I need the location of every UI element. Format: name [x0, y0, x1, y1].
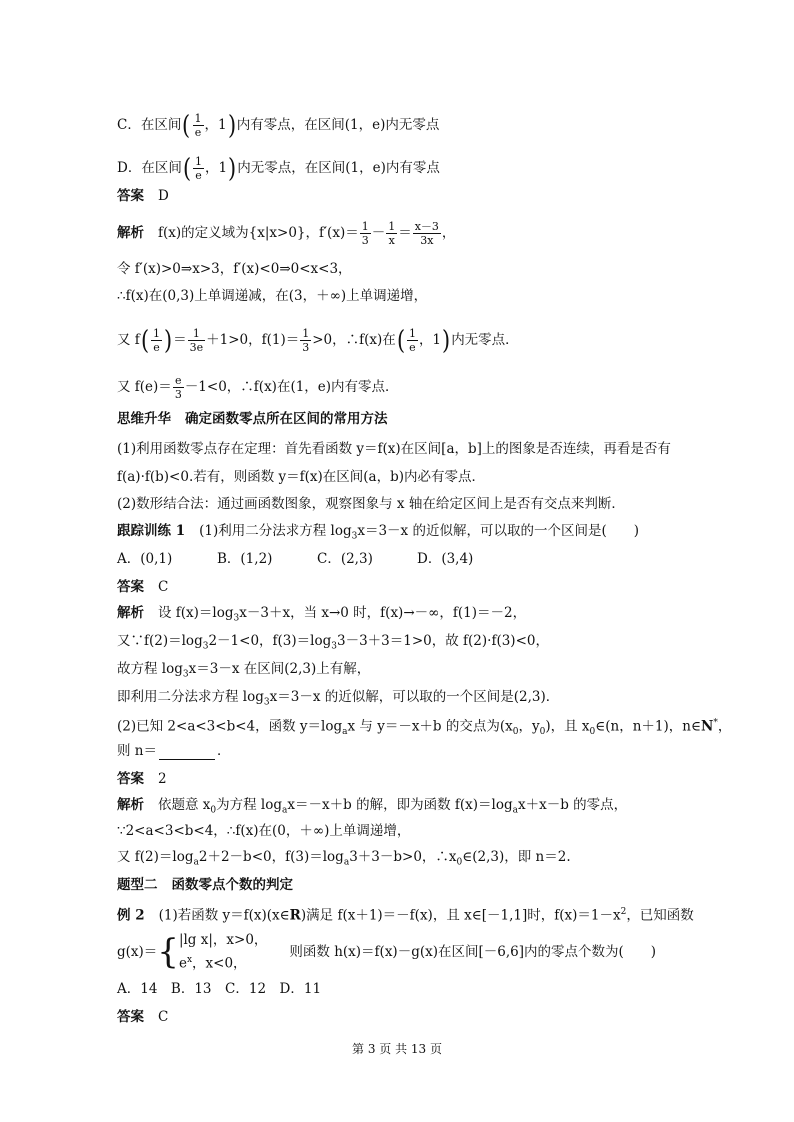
subscript: a: [512, 805, 518, 816]
choice-a: A．(0,1): [117, 551, 173, 567]
answer-value: C: [158, 579, 169, 595]
paren-left: (: [182, 153, 191, 184]
text: ∈(2,3)，即 n＝2.: [462, 849, 571, 865]
choice-c: C．(2,3): [317, 551, 373, 567]
subscript: 0: [589, 727, 596, 738]
analysis-1: [117, 220, 455, 247]
text: 则函数 h(x)＝f(x)－g(x)在区间[－6,6]内的零点个数为( ): [289, 943, 657, 960]
text: x－3＋x，当 x→0 时，f(x)→－∞，f(1)＝－2，: [239, 605, 527, 621]
fraction-num: 1: [388, 220, 396, 233]
subscript: 0: [210, 805, 217, 816]
text: 内无零点．: [451, 332, 519, 348]
subscript: 0: [539, 727, 546, 738]
fraction-num: 1: [408, 327, 416, 340]
fraction-num: 1: [188, 327, 206, 341]
text: 又 f: [117, 332, 140, 348]
subscript: 3: [351, 531, 358, 542]
practice-question: [117, 522, 639, 546]
fraction-den: e: [194, 126, 202, 139]
fraction-den: e: [409, 341, 416, 354]
text: x＝3－x 的近似解，可以取的一个区间是( ): [357, 523, 639, 539]
summary-title: 确定函数零点所在区间的常用方法: [185, 411, 388, 427]
fraction-den: 3e: [189, 341, 204, 354]
section-title: 函数零点个数的判定: [171, 877, 293, 893]
text: ，y: [518, 718, 540, 735]
fraction-num: 1: [361, 220, 369, 233]
fraction: [188, 327, 206, 354]
text: ∵2<a<3<b<4，∴f(x)在(0，＋∞)上单调递增，: [117, 823, 411, 839]
analysis-line: [117, 660, 370, 684]
text: )，且 x: [545, 718, 590, 735]
practice-label: 跟踪训练 1: [117, 523, 186, 539]
set-symbol: R: [289, 907, 301, 924]
text: ＝: [398, 225, 412, 241]
choices: [117, 550, 473, 568]
text: (2)数形结合法：通过画函数图象，观察图象与 x 轴在给定区间上是否有交点来判断．: [117, 496, 625, 512]
fraction-den: 3: [302, 341, 310, 354]
piecewise-cases: [179, 930, 267, 974]
answer-value: D: [158, 188, 169, 204]
text: (1)利用二分法求方程 log: [199, 523, 352, 539]
text: ，1: [418, 332, 442, 348]
fraction: [300, 327, 311, 354]
text: 2－1<0，f(3)＝log: [208, 633, 332, 649]
analysis-3: [117, 796, 627, 820]
case-2-text: ，x<0，: [192, 955, 247, 972]
text: 又 f(e)＝: [117, 379, 172, 395]
example-label: 例 2: [117, 907, 145, 924]
fraction: [173, 374, 184, 401]
summary-line: [117, 440, 671, 458]
fraction-den: e: [153, 341, 160, 354]
choices-text: A．14 B．13 C．12 D．11: [117, 981, 322, 997]
text: ∈(n，n＋1)，n∈: [595, 718, 701, 735]
page-footer: 第 3 页 共 13 页: [352, 1042, 442, 1056]
analysis-line: [117, 632, 549, 656]
subscript: a: [193, 857, 199, 868]
fraction-num: 1: [302, 327, 310, 340]
choice-b: B．(1,2): [217, 551, 273, 567]
piecewise-line: [117, 930, 656, 974]
answer-label: 答案: [117, 579, 144, 595]
subscript: 3: [331, 641, 337, 652]
analysis-label: 解析: [117, 225, 144, 241]
summary-label: 思维升华: [117, 411, 171, 427]
fraction-den: 3x: [420, 234, 434, 247]
summary-line: [117, 495, 625, 513]
text: g(x)＝: [117, 943, 158, 960]
text: ，: [717, 718, 732, 735]
text: ，: [441, 225, 456, 241]
answer-3: [117, 770, 167, 788]
answer-2: [117, 578, 168, 596]
fraction: [193, 112, 204, 139]
analysis-2: [117, 604, 526, 628]
answer-4: [117, 1008, 168, 1026]
fraction-den: x: [388, 234, 395, 247]
section-label: 题型二: [117, 877, 158, 893]
text: 3＋3－b>0，∴x: [349, 849, 457, 865]
fraction: [193, 155, 204, 182]
option-c: [117, 112, 439, 139]
answer-label: 答案: [117, 771, 144, 787]
analysis-line: [117, 848, 571, 872]
paren-right: ): [442, 325, 451, 356]
text: (1)利用函数零点存在定理：首先看函数 y＝f(x)在区间[a，b]上的图象是否连续，再看是否有: [117, 441, 671, 457]
subscript: 3: [233, 613, 240, 624]
text: 又 f(2)＝log: [117, 849, 194, 865]
question-2-blank: [117, 742, 231, 760]
paren-left: (: [396, 325, 405, 356]
analysis-line: [117, 287, 427, 305]
answer-1: [117, 187, 169, 205]
text: 内无零点，在区间(1，e)内有零点: [237, 160, 440, 176]
subscript: a: [342, 727, 348, 738]
analysis-label: 解析: [117, 605, 144, 621]
text: 3－3＋3＝1>0，故 f(2)·f(3)<0，: [336, 633, 549, 649]
text: ∴f(x)在(0,3)上单调递减，在(3，＋∞)上单调递增，: [117, 288, 428, 304]
summary-heading: [117, 410, 388, 428]
fraction-den: 3: [361, 234, 369, 247]
text: >0，∴f(x)在: [312, 332, 396, 348]
text: f(x)的定义域为{x|x>0}，f′(x)＝: [158, 225, 359, 241]
text: x＋x－b 的零点，: [517, 797, 628, 813]
text: ，1: [204, 117, 227, 133]
text: D．在区间: [117, 160, 182, 176]
question-2: [117, 714, 731, 741]
text: 2＋2－b<0，f(3)＝log: [198, 849, 344, 865]
answer-label: 答案: [117, 1009, 144, 1025]
answer-value: C: [158, 1009, 169, 1025]
paren-right: ): [163, 325, 173, 356]
superscript: *: [713, 718, 718, 728]
subscript: 3: [263, 697, 270, 708]
brace-left: {: [157, 931, 179, 972]
set-symbol: N: [700, 718, 714, 735]
text: (2)已知 2<a<3<b<4，函数 y＝log: [117, 718, 343, 735]
paren-right: ): [227, 110, 236, 141]
paren-left: (: [182, 110, 191, 141]
fraction-den: 3: [174, 388, 182, 401]
analysis-label: 解析: [117, 797, 144, 813]
summary-line: [117, 468, 485, 486]
text: )满足 f(x＋1)＝－f(x)，且 x∈[－1,1]时，f(x)＝1－x: [300, 907, 621, 924]
text: ，1: [204, 160, 228, 176]
subscript: 3: [202, 641, 209, 652]
analysis-line: [117, 374, 399, 401]
analysis-line: [117, 260, 352, 278]
example-2: [117, 903, 694, 925]
text: 则 n＝: [117, 743, 157, 759]
analysis-line: [117, 822, 410, 840]
paren-left: (: [140, 325, 149, 356]
text: f(a)·f(b)<0.若有，则函数 y＝f(x)在区间(a，b)内必有零点．: [117, 469, 486, 485]
case-2-base: e: [178, 955, 187, 972]
subscript: a: [282, 805, 288, 816]
fraction-den: e: [195, 169, 202, 182]
text: ＋1>0，f(1)＝: [206, 332, 300, 348]
fraction-num: e: [173, 374, 184, 388]
fraction: [151, 327, 162, 354]
answer-blank: [159, 745, 215, 760]
case-1: |lg x|，x>0，: [178, 932, 268, 948]
text: 令 f′(x)>0⇒x>3，f′(x)<0⇒0<x<3，: [117, 261, 352, 277]
answer-value: 2: [158, 771, 167, 787]
text: x 与 y＝－x＋b 的交点为(x: [347, 718, 513, 735]
subscript: a: [343, 857, 350, 868]
fraction-num: 1: [194, 155, 202, 168]
fraction: [413, 220, 441, 247]
text: x＝3－x 的近似解，可以取的一个区间是(2,3)．: [269, 689, 560, 705]
text: ，已知函数: [626, 907, 694, 924]
text: ＝: [173, 332, 187, 348]
superscript: 2: [620, 907, 627, 917]
fraction: [360, 220, 371, 247]
choices-2: [117, 980, 321, 998]
paren-right: ): [228, 153, 237, 184]
superscript: x: [186, 955, 193, 965]
fraction: [407, 327, 418, 354]
text: (1)若函数 y＝f(x)(x∈: [158, 907, 290, 924]
fraction-num: 1: [152, 327, 160, 340]
text: 设 f(x)＝log: [158, 605, 234, 621]
text: x＝3－x 在区间(2,3)上有解，: [188, 661, 371, 677]
option-d: [117, 155, 440, 182]
text: ．: [217, 743, 231, 759]
text: －1<0，∴f(x)在(1，e)内有零点．: [184, 379, 399, 395]
text: 为方程 log: [216, 797, 283, 813]
choice-d: D．(3,4): [417, 551, 474, 567]
text: －: [371, 225, 386, 241]
fraction: [386, 220, 397, 247]
section-heading: [117, 876, 293, 894]
subscript: 0: [456, 857, 463, 868]
fraction-num: x－3: [414, 220, 439, 233]
subscript: 0: [512, 727, 519, 738]
analysis-line: [117, 688, 559, 712]
text: C．在区间: [117, 117, 182, 133]
fraction-num: 1: [194, 112, 202, 125]
answer-label: 答案: [117, 188, 144, 204]
subscript: 3: [182, 669, 189, 680]
text: 依题意 x: [158, 797, 211, 813]
analysis-line: [117, 327, 519, 354]
text: x＝－x＋b 的解，即为函数 f(x)＝log: [287, 797, 513, 813]
text: 即利用二分法求方程 log: [117, 689, 264, 705]
text: 故方程 log: [117, 661, 183, 677]
text: 又∵f(2)＝log: [117, 633, 203, 649]
text: 内有零点，在区间(1，e)内无零点: [236, 117, 440, 133]
